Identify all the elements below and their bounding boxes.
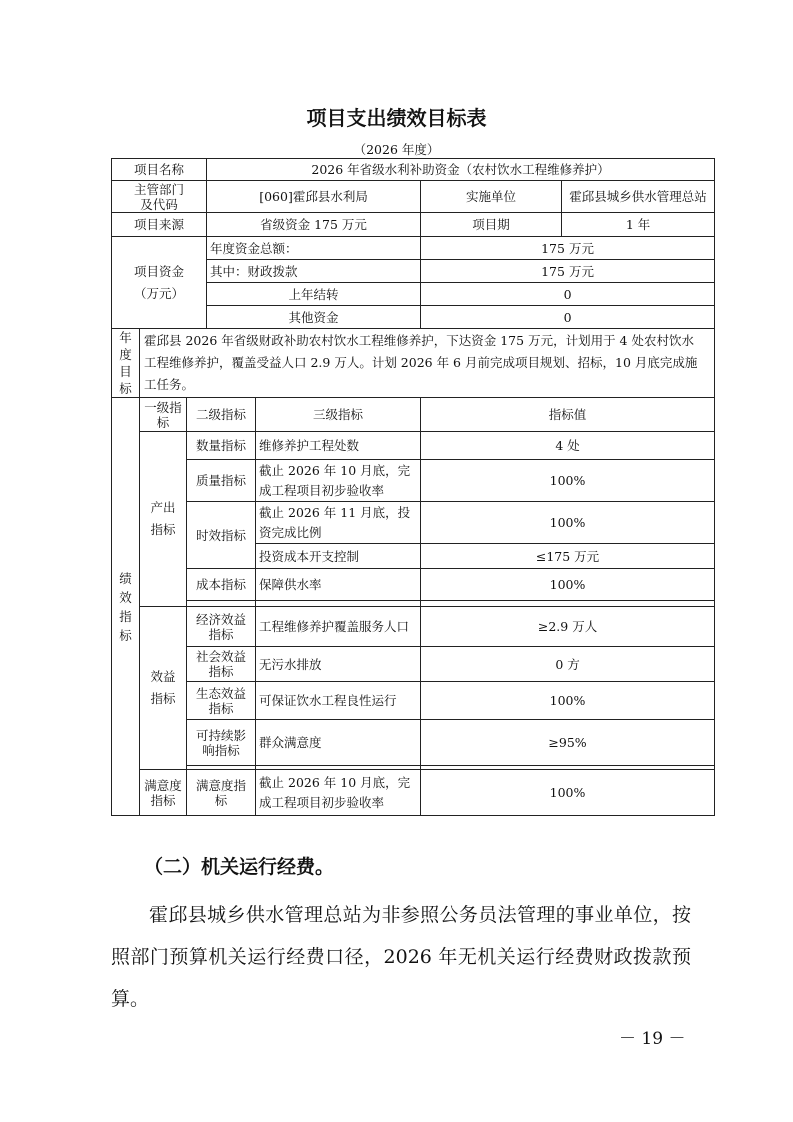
benefit-social-l3: 无污水排放 xyxy=(256,647,421,682)
output-quality-l2: 质量指标 xyxy=(187,460,256,502)
output-quality-l3: 截止 2026 年 10 月底，完成工程项目初步验收率 xyxy=(256,460,421,502)
satisfaction-value: 100% xyxy=(421,770,715,816)
performance-target-table xyxy=(111,158,715,816)
output-timeliness-l3: 截止 2026 年 11 月底，投资完成比例 xyxy=(256,502,421,544)
funds-label xyxy=(112,237,207,329)
funds-carryover-label: 上年结转 xyxy=(207,283,421,306)
funds-carryover-value: 0 xyxy=(421,283,715,306)
benefit-sustainable-l3: 群众满意度 xyxy=(256,720,421,766)
satisfaction-l1: 满意度指标 xyxy=(140,770,187,816)
output-quantity-l3: 维修养护工程处数 xyxy=(256,432,421,460)
output-cost-l3: 保障供水率 xyxy=(256,569,421,601)
benefit-indicators-label-text: 效益指标 xyxy=(150,669,176,706)
section-paragraph: 霍邱县城乡供水管理总站为非参照公务员法管理的事业单位，按照部门预算机关运行经费口径，2026 年无机关运行经费财政拨款预算。 xyxy=(111,904,691,1010)
source-label: 项目来源 xyxy=(112,213,207,237)
page-number: － 19 － xyxy=(619,1029,686,1049)
dept-label-line2: 及代码 xyxy=(140,196,178,212)
page-title: 项目支出绩效目标表 xyxy=(306,106,487,130)
output-indicators-label-text: 产出指标 xyxy=(150,500,176,537)
dept-value: [060]霍邱县水利局 xyxy=(207,181,421,213)
period-label: 项目期 xyxy=(421,213,562,237)
funds-label-line2: （万元） xyxy=(134,285,185,301)
satisfaction-l2: 满意度指标 xyxy=(187,770,256,816)
impl-unit-value: 霍邱县城乡供水管理总站 xyxy=(562,181,715,213)
benefit-ecological-value: 100% xyxy=(421,682,715,720)
source-value: 省级资金 175 万元 xyxy=(207,213,421,237)
annual-goal-text: 霍邱县 2026 年省级财政补助农村饮水工程维修养护，下达资金 175 万元，计划用于 4 处农村饮水工程维修养护，覆盖受益人口 2.9 万人。计划 2026 年 6 月前完成项目规划、招标，10 月底完成施工任务。 xyxy=(140,329,715,398)
funds-other-value: 0 xyxy=(421,306,715,329)
benefit-ecological-l3: 可保证饮水工程良性运行 xyxy=(256,682,421,720)
table-year: （2026 年度） xyxy=(353,142,440,157)
funds-other-label: 其他资金 xyxy=(207,306,421,329)
funds-fiscal-label: 其中：财政拨款 xyxy=(207,260,421,283)
output-quantity-l2: 数量指标 xyxy=(187,432,256,460)
output-cost-control-value: ≤175 万元 xyxy=(421,544,715,569)
output-cost-l2: 成本指标 xyxy=(187,569,256,601)
output-cost-control-l3: 投资成本开支控制 xyxy=(256,544,421,569)
header-value: 指标值 xyxy=(421,398,715,432)
funds-total-label: 年度资金总额： xyxy=(207,237,421,260)
annual-goal-label xyxy=(112,329,140,398)
header-level1: 一级指标 xyxy=(140,398,187,432)
project-name-value: 2026 年省级水利补助资金（农村饮水工程维修养护） xyxy=(207,159,715,181)
output-indicators-label xyxy=(140,432,187,607)
dept-label xyxy=(112,181,207,213)
header-level2: 二级指标 xyxy=(187,398,256,432)
funds-fiscal-value: 175 万元 xyxy=(421,260,715,283)
benefit-ecological-l2: 生态效益指标 xyxy=(187,682,256,720)
funds-label-line1: 项目资金 xyxy=(134,263,185,279)
benefit-economic-l2: 经济效益指标 xyxy=(187,607,256,647)
dept-label-line1: 主管部门 xyxy=(134,181,185,197)
output-timeliness-l2: 时效指标 xyxy=(187,502,256,569)
project-name-label: 项目名称 xyxy=(112,159,207,181)
performance-indicators-label xyxy=(112,398,140,816)
benefit-economic-l3: 工程维修养护覆盖服务人口 xyxy=(256,607,421,647)
impl-unit-label: 实施单位 xyxy=(421,181,562,213)
performance-indicators-label-text: 绩效指标 xyxy=(119,570,132,643)
output-timeliness-value: 100% xyxy=(421,502,715,544)
section-heading: （二）机关运行经费。 xyxy=(144,856,335,878)
benefit-indicators-label xyxy=(140,607,187,770)
benefit-sustainable-value: ≥95% xyxy=(421,720,715,766)
period-value: 1 年 xyxy=(562,213,715,237)
output-cost-value: 100% xyxy=(421,569,715,601)
annual-goal-label-text: 年度目标 xyxy=(119,330,132,396)
satisfaction-l3: 截止 2026 年 10 月底，完成工程项目初步验收率 xyxy=(256,770,421,816)
benefit-economic-value: ≥2.9 万人 xyxy=(421,607,715,647)
funds-total-value: 175 万元 xyxy=(421,237,715,260)
benefit-social-l2: 社会效益指标 xyxy=(187,647,256,682)
output-quantity-value: 4 处 xyxy=(421,432,715,460)
header-level3: 三级指标 xyxy=(256,398,421,432)
benefit-sustainable-l2: 可持续影响指标 xyxy=(187,720,256,766)
output-quality-value: 100% xyxy=(421,460,715,502)
benefit-social-value: 0 方 xyxy=(421,647,715,682)
